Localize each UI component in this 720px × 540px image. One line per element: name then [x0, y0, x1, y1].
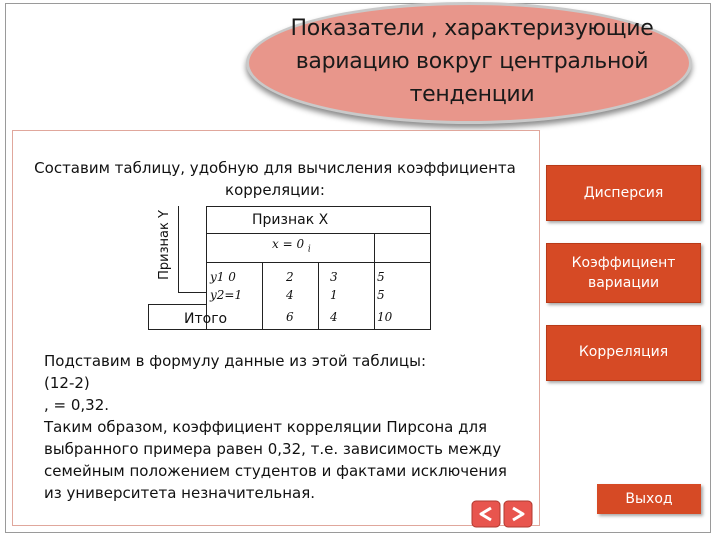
dispersion-button[interactable] — [546, 165, 701, 221]
x-axis-label: Признак X — [252, 212, 329, 228]
table-line — [148, 304, 149, 330]
title-line-3: тенденции — [409, 82, 535, 107]
body-line-4: Таким образом, коэффициент корреляции Пирсона для — [44, 418, 488, 436]
cell-r2-c2: 1 — [330, 288, 338, 302]
table-line — [148, 304, 206, 305]
table-line — [206, 206, 430, 207]
table-line — [178, 292, 206, 293]
table-line — [374, 233, 375, 330]
table-line — [206, 233, 430, 234]
body-line-1: Подставим в формулу данные из этой таблицы: — [44, 352, 427, 370]
total-label: Итого — [184, 311, 228, 327]
body-line-5: выбранного примера равен 0,32, т.е. зависимость между — [44, 440, 502, 458]
intro-text — [30, 157, 520, 201]
body-line-3: , = 0,32. — [44, 396, 110, 414]
intro-line-1: Составим таблицу, удобную для вычисления коэффициента — [34, 159, 516, 177]
row-label-y1: y1 0 — [210, 270, 236, 284]
dispersion-label: Дисперсия — [583, 185, 664, 201]
cell-r2-c1: 4 — [286, 288, 294, 302]
conclusion-text — [44, 350, 534, 504]
row-label-y2: y2=1 — [210, 288, 243, 302]
title-line-2: вариацию вокруг центральной — [295, 49, 649, 74]
cell-r2-c3: 5 — [377, 288, 385, 302]
exit-button[interactable] — [597, 484, 701, 514]
cell-r1-c3: 5 — [377, 270, 385, 284]
variation-label-line-2: вариации — [587, 275, 660, 291]
exit-label: Выход — [625, 491, 673, 507]
body-line-6: семейным положением студентов и фактами исключения — [44, 462, 507, 480]
table-line — [318, 262, 319, 330]
total-c2: 4 — [330, 310, 338, 324]
table-line — [148, 329, 430, 330]
total-c1: 6 — [286, 310, 294, 324]
prev-arrow-icon[interactable] — [472, 501, 500, 527]
nav-arrows — [471, 500, 533, 528]
title-line-1: Показатели , характеризующие — [290, 16, 654, 41]
next-arrow-icon[interactable] — [504, 501, 532, 527]
x-header-text: x = 0 — [272, 237, 305, 251]
cell-r1-c1: 2 — [286, 270, 294, 284]
x-header-subscript: i — [307, 244, 311, 255]
variation-label-line-1: Коэффициент — [571, 255, 676, 271]
variation-button[interactable] — [546, 243, 701, 303]
table-line — [178, 206, 179, 292]
body-line-7: из университета незначительная. — [44, 484, 315, 502]
table-line — [262, 262, 263, 330]
total-c3: 10 — [377, 310, 393, 324]
x-header — [272, 237, 311, 254]
table-line — [430, 206, 431, 330]
y-axis-label: Признак Y — [157, 210, 172, 280]
correlation-button[interactable] — [546, 325, 701, 381]
correlation-label: Корреляция — [578, 344, 669, 360]
body-line-2: (12-2) — [44, 374, 90, 392]
intro-line-2: корреляции: — [225, 181, 325, 199]
slide-title — [272, 12, 672, 111]
cell-r1-c2: 3 — [330, 270, 338, 284]
